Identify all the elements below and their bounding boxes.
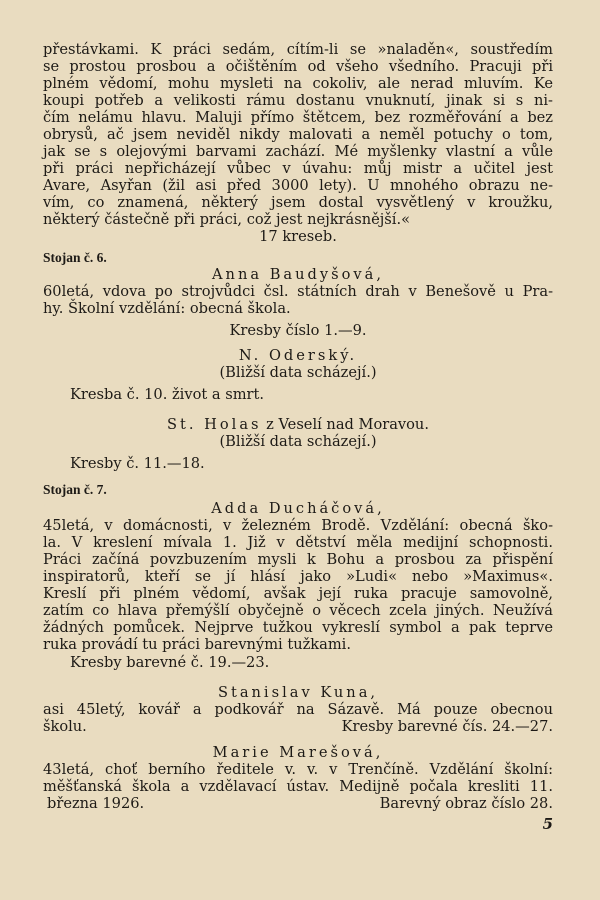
works-odersky: Kresba č. 10. život a smrt. — [70, 386, 265, 403]
works-maresova: Barevný obraz číslo 28. — [379, 795, 553, 812]
text-line: měšťanská škola a vzdělavací ústav. Medijně počala kresliti 11. — [43, 778, 553, 795]
text-line: zatím co hlava přemýšlí obyčejně o věcech zcela jiných. Neužívá — [43, 602, 553, 619]
text-line: při práci nepřicházejí vůbec v úvahu: můj mistr a učitel jest — [43, 160, 553, 177]
text-line: března 1926. Barevný obraz číslo 28. — [47, 795, 553, 812]
stand-6-heading: Stojan č. 6. — [43, 250, 107, 265]
text-line: Kreslí při plném vědomí, avšak její ruka pracuje samovolně, — [43, 585, 553, 602]
text-line: 43letá, choť berního ředitele v. v. v Trenčíně. Vzdělání školní: — [43, 761, 553, 778]
artist-name-odersky: N. Oderský. — [238, 347, 358, 364]
artist-name-kuna: Stanislav Kuna, — [217, 684, 379, 701]
works-baudysova: Kresby číslo 1.—9. — [229, 322, 367, 339]
text-line: 60letá, vdova po strojvůdci čsl. státních drah v Benešově u Pra- — [43, 283, 553, 300]
text-line: žádných pomůcek. Nejprve tužkou vykreslí symbol a pak teprve — [43, 619, 553, 636]
artist-name-holas: St. Holas z Veselí nad Moravou. — [167, 416, 429, 433]
artist-name-duchacova: Adda Ducháčová, — [211, 500, 385, 517]
text-line: jak se s olejovými barvami zachází. Mé myšlenky vlastní a vůle — [43, 143, 553, 160]
drawings-count: 17 kreseb. — [259, 228, 337, 245]
missing-data-note: (Bližší data scházejí.) — [219, 433, 377, 450]
artist-name-baudysova: Anna Baudyšová, — [212, 266, 384, 283]
text-line: obrysů, ač jsem neviděl nikdy malovati a neměl potuchy o tom, — [43, 126, 553, 143]
text-line: inspiratorů, kteří se jí hlásí jako »Ludi« nebo »Maximus«. — [43, 568, 553, 585]
text-line: přestávkami. K práci sedám, cítím-li se »naladěn«, soustředím — [43, 41, 553, 58]
text-line: 45letá, v domácnosti, v železném Brodě. Vzdělání: obecná ško- — [43, 517, 553, 534]
works-kuna: Kresby barevné čís. 24.—27. — [341, 718, 553, 735]
works-duchacova: Kresby barevné č. 19.—23. — [70, 654, 270, 671]
stand-7-heading: Stojan č. 7. — [43, 482, 107, 497]
text-line: Avare, Asyřan (žil asi před 3000 lety). U mnohého obrazu ne- — [43, 177, 553, 194]
text-line: hy. Školní vzdělání: obecná škola. — [43, 300, 291, 317]
text-line: ruka provádí tu práci barevnými tužkami. — [43, 636, 351, 653]
text-line: Práci začíná povzbuzením mysli k Bohu a prosbou za přispění — [43, 551, 553, 568]
text-line: čím nelámu hlavu. Maluji přímo štětcem, bez rozměřování a bez — [43, 109, 553, 126]
text-line: la. V kreslení mívala 1. Již v dětství měla medijní schopnosti. — [43, 534, 553, 551]
text-line: školu. Kresby barevné čís. 24.—27. — [43, 718, 553, 735]
missing-data-note: (Bližší data scházejí.) — [219, 364, 377, 381]
text-line: asi 45letý, kovář a podkovář na Sázavě. Má pouze obecnou — [43, 701, 553, 718]
works-holas: Kresby č. 11.—18. — [70, 455, 205, 472]
text-line: plném vědomí, mohu mysleti na cokoliv, ale nerad mluvím. Ke — [43, 75, 553, 92]
artist-name-maresova: Marie Marešová, — [212, 744, 384, 761]
text-line: se prostou prosbou a očištěním od všeho všedního. Pracuji při — [43, 58, 553, 75]
text-line: koupi potřeb a velikosti rámu dostanu vnuknutí, jinak si s ni- — [43, 92, 553, 109]
page-number: 5 — [542, 815, 553, 833]
text-line: některý částečně při práci, což jest nejkrásnější.« — [43, 211, 411, 228]
text-line: vím, co znamená, některý jsem dostal vysvětlený v kroužku, — [43, 194, 553, 211]
